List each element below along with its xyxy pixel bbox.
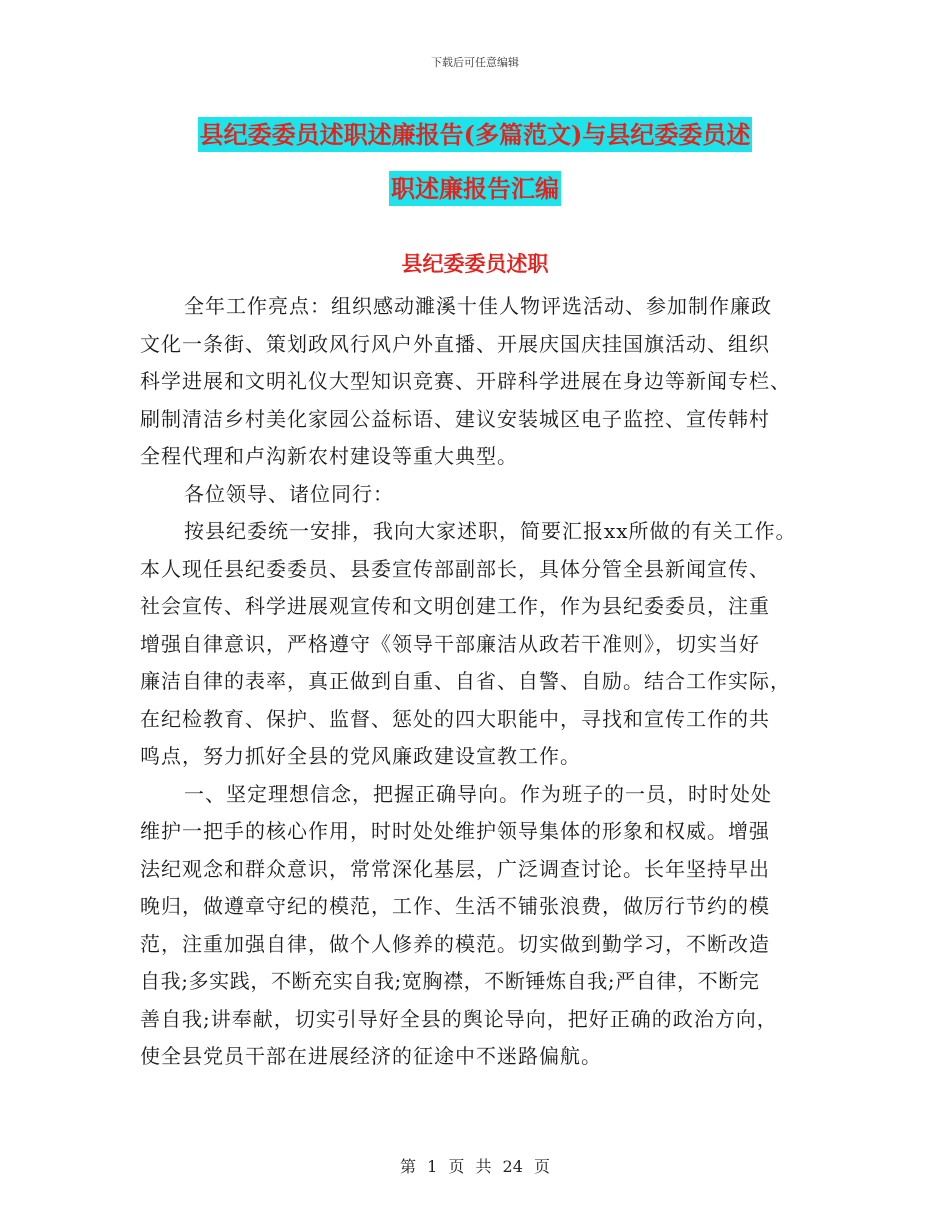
page-footer: 第 1 页 共 24 页 <box>400 1157 550 1176</box>
body-line: 刷制清洁乡村美化家园公益标语、建议安装城区电子监控、宣传韩村 <box>140 406 770 431</box>
body-line: 一、坚定理想信念，把握正确导向。作为班子的一员，时时处处 <box>184 781 772 806</box>
body-line: 法纪观念和群众意识，常常深化基层，广泛调查讨论。长年坚持早出 <box>140 856 770 881</box>
body-line: 本人现任县纪委委员、县委宣传部副部长，具体分管全县新闻宣传、 <box>140 556 770 581</box>
body-line: 增强自律意识，严格遵守《领导干部廉洁从政若干准则》，切实当好 <box>140 631 760 656</box>
title-line-1: 县纪委委员述职述廉报告(多篇范文)与县纪委委员述 <box>198 117 753 152</box>
body-line: 自我;多实践，不断充实自我;宽胸襟，不断锤炼自我;严自律，不断完 <box>140 969 760 993</box>
body-line: 鸣点，努力抓好全县的党风廉政建设宣教工作。 <box>140 744 581 768</box>
body-line: 文化一条街、策划政风行风户外直播、开展庆国庆挂国旗活动、组织 <box>140 331 770 356</box>
body-line: 各位领导、诸位同行： <box>184 481 394 506</box>
body-line: 维护一把手的核心作用，时时处处维护领导集体的形象和权威。增强 <box>140 819 770 843</box>
body-line: 全年工作亮点：组织感动濉溪十佳人物评选活动、参加制作廉政 <box>184 294 772 318</box>
section-title: 县纪委委员述职 <box>401 251 549 276</box>
body-line: 全程代理和卢沟新农村建设等重大典型。 <box>140 444 518 468</box>
body-line: 在纪检教育、保护、监督、惩处的四大职能中，寻找和宣传工作的共 <box>140 706 770 731</box>
body-text <box>140 288 830 1076</box>
body-line: 晚归，做遵章守纪的模范，工作、生活不铺张浪费，做厉行节约的模 <box>140 894 770 918</box>
body-line: 善自我;讲奉献，切实引导好全县的舆论导向，把好正确的政治方向， <box>140 1006 778 1031</box>
body-line: 科学进展和文明礼仪大型知识竞赛、开辟科学进展在身边等新闻专栏、 <box>140 369 791 393</box>
body-line: 使全县党员干部在进展经济的征途中不迷路偏航。 <box>140 1044 602 1068</box>
body-line: 按县纪委统一安排，我向大家述职，简要汇报xx所做的有关工作。 <box>184 519 797 543</box>
body-line: 范，注重加强自律，做个人修养的模范。切实做到勤学习，不断改造 <box>140 931 770 956</box>
header-note: 下载后可任意编辑 <box>431 56 519 69</box>
body-line: 廉洁自律的表率，真正做到自重、自省、自警、自励。结合工作实际， <box>140 669 791 693</box>
document-title <box>140 108 810 216</box>
title-line-2: 职述廉报告汇编 <box>389 171 561 206</box>
body-line: 社会宣传、科学进展观宣传和文明创建工作，作为县纪委委员，注重 <box>140 594 770 618</box>
